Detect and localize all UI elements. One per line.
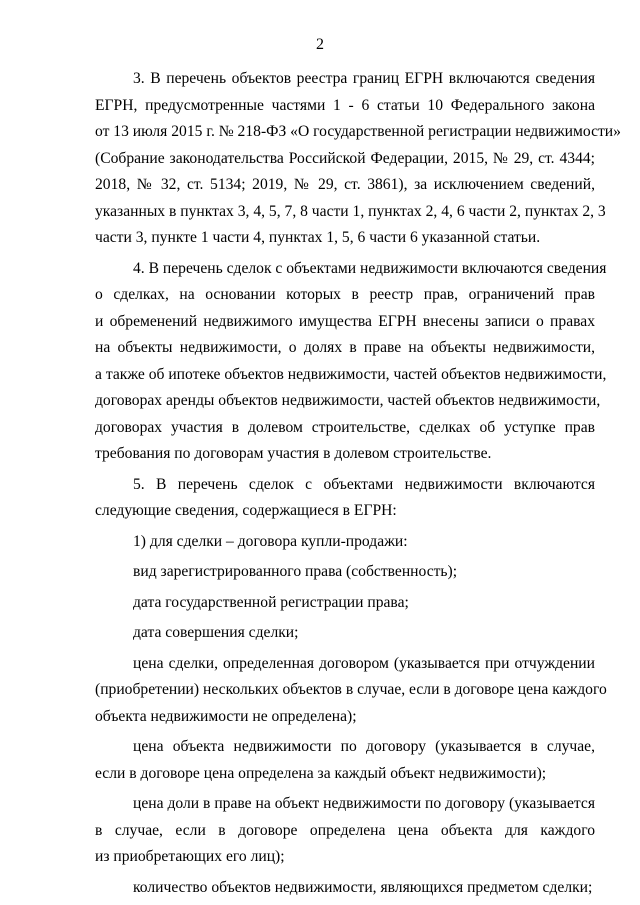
paragraph-p3 [95, 66, 621, 252]
text-line: количество объектов недвижимости, являющихся предметом сделки; [133, 878, 593, 896]
paragraph-p5-1 [95, 529, 595, 556]
text-line: договорах участия в долевом строительстве, сделках об уступке прав [95, 418, 595, 436]
text-line: дата совершения сделки; [133, 624, 299, 641]
text-line: цена объекта недвижимости по договору (указывается в случае, [133, 738, 595, 755]
text-line: указанных в пунктах 3, 4, 5, 7, 8 части 1, пунктах 2, 4, 6 части 2, пунктах 2, 3 [95, 202, 606, 220]
paragraph-item-share-price [95, 791, 595, 871]
text-line: 3. В перечень объектов реестра границ ЕГРН включаются сведения [133, 70, 595, 87]
text-line: о сделках, на основании которых в реестр прав, ограничений прав [95, 286, 595, 303]
text-line: требования по договорам участия в долевом строительстве. [95, 445, 492, 462]
text-line: на объекты недвижимости, о долях в праве на объекты недвижимости, [95, 339, 595, 356]
paragraph-item-object-price [95, 734, 595, 787]
text-line: из приобретающих его лиц); [95, 848, 285, 865]
text-line: объекта недвижимости не определена); [95, 707, 357, 725]
text-line: если в договоре цена определена за каждый объект недвижимости); [95, 764, 547, 782]
paragraph-p5 [95, 472, 595, 525]
text-line: 5. В перечень сделок с объектами недвижимости включаются [133, 475, 595, 493]
text-line: договорах аренды объектов недвижимости, частей объектов недвижимости, [95, 392, 601, 409]
text-line: (Собрание законодательства Российской Федерации, 2015, № 29, ст. 4344; [95, 149, 595, 167]
text-line: от 13 июля 2015 г. № 218-ФЗ «О государственной регистрации недвижимости» [95, 123, 621, 140]
text-line: 4. В перечень сделок с объектами недвижимости включаются сведения [133, 259, 607, 277]
text-line: 2018, № 32, ст. 5134; 2019, № 29, ст. 3861), за исключением сведений, [95, 176, 595, 193]
text-line: цена доли в праве на объект недвижимости по договору (указывается [133, 795, 595, 812]
paragraph-item-deal-price [95, 651, 607, 731]
text-line: цена сделки, определенная договором (указывается при отчуждении [133, 654, 595, 672]
text-line: ЕГРН, предусмотренные частями 1 - 6 статьи 10 Федерального закона [95, 96, 595, 114]
paragraph-item-right [95, 559, 595, 586]
document-body [95, 66, 621, 901]
paragraph-item-deal-date [95, 620, 595, 647]
text-line: следующие сведения, содержащиеся в ЕГРН: [95, 502, 397, 519]
text-line: 1) для сделки – договора купли-продажи: [133, 532, 408, 550]
text-line: (приобретении) нескольких объектов в случае, если в договоре цена каждого [95, 681, 607, 698]
text-line: а также об ипотеке объектов недвижимости, частей объектов недвижимости, [95, 365, 607, 383]
text-line: дата государственной регистрации права; [133, 593, 409, 611]
text-line: части 3, пункте 1 части 4, пунктах 1, 5, 6 части 6 указанной статьи. [95, 229, 541, 246]
paragraph-item-reg-date [95, 590, 595, 617]
text-line: и обременений недвижимого имущества ЕГРН внесены записи о правах [95, 312, 595, 330]
text-line: в случае, если в договоре определена цена объекта для каждого [95, 821, 595, 839]
page-number: 2 [316, 36, 324, 53]
paragraph-p4 [95, 256, 607, 468]
paragraph-item-count [95, 875, 595, 902]
text-line: вид зарегистрированного права (собственность); [133, 563, 458, 580]
